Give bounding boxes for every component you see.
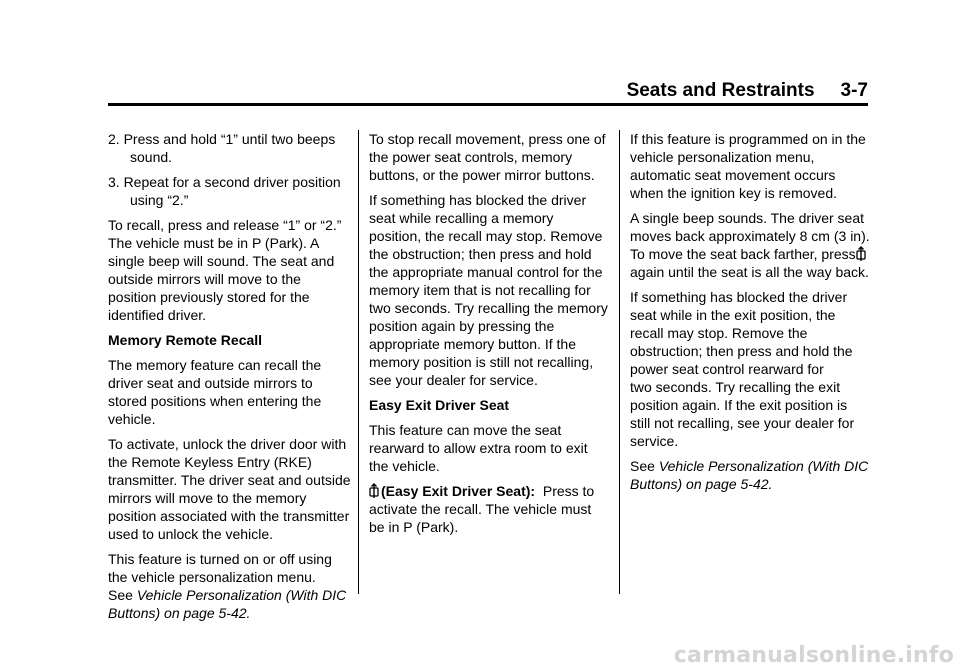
column-2 — [369, 130, 609, 543]
single-beep-text-before: A single beep sounds. The driver seat moves back approximately 8 cm (3 in). To move the seat back farther, press — [630, 210, 870, 262]
exit-blocked-paragraph: If something has blocked the driver seat while in the exit position, the recall may stop. Remove the obstruction; then press and hold the power seat control rearward for two seconds. Try recalling the exit position again. If the exit position is still not recalling, see your dealer for service. — [630, 289, 855, 449]
watermark: carmanualsonline.info — [673, 643, 954, 668]
section-name: Seats and Restraints — [626, 80, 815, 101]
activate-paragraph: To activate, unlock the driver door with the Remote Keyless Entry (RKE) transmitter. The driver seat and outside mirrors will move to the memory position associated with the transmitter used to unlock the vehicle. — [108, 436, 351, 542]
easy-exit-seat-icon — [369, 483, 379, 499]
blocked-recall-paragraph: If something has blocked the driver seat while recalling a memory position, the recall may stop. Remove the obstruction; then press and hold the appropriate manual control for the memory item that is not recalling for two seconds. Try recalling the memory position again by pressing the appropriate memory button. If the memory position is still not recalling, see your dealer for service. — [369, 192, 608, 388]
step-2: 2. Press and hold “1” until two beeps sound. — [108, 131, 336, 165]
column-1 — [108, 130, 353, 629]
programmed-paragraph: If this feature is programmed on in the vehicle personalization menu, automatic seat movement occurs when the ignition key is removed. — [630, 131, 866, 201]
easy-exit-paragraph: This feature can move the seat rearward to allow extra room to exit the vehicle. — [369, 422, 588, 474]
page-reference-link[interactable]: Vehicle Personalization (With DIC Buttons) on page 5-42. — [108, 587, 347, 621]
page-number: 3-7 — [840, 80, 868, 101]
recall-paragraph: To recall, press and release “1” or “2.” The vehicle must be in P (Park). A single beep will sound. The seat and outside mirrors will move to the position previously stored for the identified driver. — [108, 217, 342, 323]
personalization-paragraph — [108, 550, 353, 622]
easy-exit-heading: Easy Exit Driver Seat — [369, 397, 510, 413]
column-3 — [630, 130, 870, 500]
page-reference-link-2[interactable]: Vehicle Personalization (With DIC Buttons) on page 5-42. — [630, 458, 869, 492]
single-beep-text-after: again until the seat is all the way back. — [630, 264, 869, 280]
single-beep-paragraph — [630, 209, 870, 281]
see-word-2: See — [630, 458, 655, 474]
easy-exit-seat-icon-inline — [856, 246, 866, 262]
section-title — [627, 80, 868, 102]
column-divider-2 — [619, 130, 620, 594]
column-divider — [358, 130, 359, 594]
step-3: 3. Repeat for a second driver position using “2.” — [108, 174, 341, 208]
header-rule — [108, 103, 868, 106]
see-word: See — [108, 587, 133, 603]
memory-remote-recall-heading: Memory Remote Recall — [108, 332, 263, 348]
see-reference-paragraph — [630, 457, 870, 493]
remote-recall-paragraph: The memory feature can recall the driver seat and outside mirrors to stored positions when entering the vehicle. — [108, 357, 322, 427]
easy-exit-button-label: (Easy Exit Driver Seat): — [381, 483, 536, 499]
easy-exit-button-paragraph — [369, 482, 609, 536]
easy-exit-button-description: Press to activate the recall. The vehicle must be in P (Park). — [369, 483, 595, 535]
personalization-text: This feature is turned on or off using the vehicle personalization menu. — [108, 551, 332, 585]
stop-recall-paragraph: To stop recall movement, press one of the power seat controls, memory buttons, or the power mirror buttons. — [369, 131, 606, 183]
